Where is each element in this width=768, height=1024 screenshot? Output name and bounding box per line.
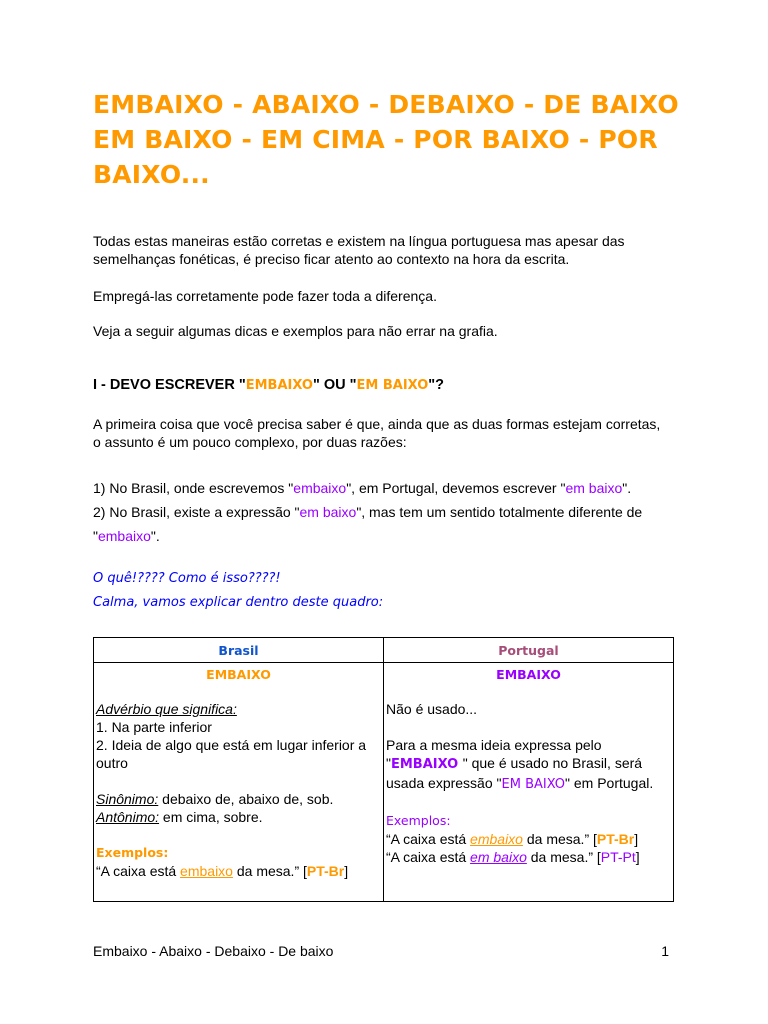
heading-middle: " OU " [312,377,357,393]
brasil-example-1-term: embaixo [180,863,233,879]
brasil-antonym [96,808,381,826]
handwritten-question: O quê!???? Como é isso????! [93,571,281,586]
synonym-value: debaixo de, abaixo de, sob. [158,791,334,807]
portugal-example-2-c: ] [635,849,640,865]
reason-2-term-em-baixo: em baixo [299,504,357,520]
reason-2 [93,500,683,524]
reasons-list [93,476,683,548]
portugal-explain-c1: usada expressão " [386,775,502,791]
section-heading [93,377,444,393]
brasil-example-1 [96,862,381,880]
heading-term-em-baixo: EM BAIXO [356,378,429,393]
brasil-meaning-2a: 2. Ideia de algo que está em lugar inferior a [96,737,367,753]
explanation-line-2: o assunto é um pouco complexo, por duas razões: [93,434,407,450]
heading-suffix: "? [428,377,445,393]
portugal-example-2-tag: PT-Pt [600,849,636,865]
footer-title: Embaixo - Abaixo - Debaixo - De baixo [93,943,334,959]
portugal-term-em-baixo: EM BAIXO [501,777,566,792]
brasil-synonym [96,790,381,808]
title-line-2: EM BAIXO - EM CIMA - POR BAIXO - POR [93,125,658,154]
reason-1-text-a: 1) No Brasil, onde escrevemos " [93,480,294,496]
intro-line-1: Todas estas maneiras estão corretas e existem na língua portuguesa mas apesar das [93,233,625,249]
heading-term-embaixo: EMBAIXO [245,378,313,393]
reason-2-text-b: ", mas tem um sentido totalmente diferente de [356,504,643,520]
brasil-example-1-a: “A caixa está [96,863,181,879]
reason-2-text-c: " [93,528,98,544]
cell-portugal [384,663,674,902]
reason-2-term-embaixo: embaixo [97,528,151,544]
reason-1-text-b: ", em Portugal, devemos escrever " [346,480,566,496]
portugal-explain-b1: " [386,755,391,771]
portugal-example-1-c: ] [634,831,639,847]
table-header-row [94,638,674,663]
brasil-cell-title: EMBAIXO [206,667,271,682]
portugal-example-1-tag: PT-Br [596,831,635,847]
page-number: 1 [661,943,669,959]
reason-2-text-a: 2) No Brasil, existe a expressão " [93,504,300,520]
portugal-example-2-b: da mesa.” [ [526,849,601,865]
brasil-example-1-c: ] [344,863,349,879]
intro-line-2: semelhanças fonéticas, é preciso ficar atento ao contexto na hora da escrita. [93,251,570,267]
portugal-explain-b [386,754,671,774]
brasil-adverb-label: Advérbio que significa: [96,701,237,717]
title-line-1: EMBAIXO - ABAIXO - DEBAIXO - DE BAIXO [93,90,679,119]
brasil-meaning-2b: outro [96,755,128,771]
portugal-example-2-a: “A caixa está [386,849,471,865]
brasil-example-1-b: da mesa.” [ [232,863,307,879]
explanation-paragraph [93,415,683,451]
antonym-label: Antônimo: [96,809,160,825]
cell-brasil [94,663,384,902]
brasil-examples-label: Exemplos: [96,845,169,860]
comparison-table [93,637,674,902]
reason-1-term-em-baixo: em baixo [565,480,623,496]
title-line-3: BAIXO... [93,160,210,189]
reason-2-text-d: ". [150,528,160,544]
portugal-not-used: Não é usado... [386,701,478,717]
portugal-example-1-term: embaixo [470,831,523,847]
explanation-line-1: A primeira coisa que você precisa saber é que, ainda que as duas formas estejam corretas, [93,416,661,432]
reason-1-term-embaixo: embaixo [293,480,347,496]
intro-paragraph-2: Empregá-las corretamente pode fazer toda a diferença. [93,288,437,304]
portugal-example-1-b: da mesa.” [ [522,831,597,847]
reason-1 [93,476,683,500]
brasil-meaning-1: 1. Na parte inferior [96,719,212,735]
portugal-examples-label: Exemplos: [386,813,451,828]
column-header-brasil: Brasil [94,638,384,663]
portugal-explain-c [386,774,671,794]
portugal-example-1-a: “A caixa está [386,831,471,847]
portugal-example-2-term: em baixo [470,849,527,865]
brasil-example-1-tag: PT-Br [306,863,345,879]
portugal-example-2 [386,848,671,866]
document-title [93,87,693,192]
intro-paragraph-3: Veja a seguir algumas dicas e exemplos para não errar na grafia. [93,323,498,339]
portugal-explain-c2: " em Portugal. [565,775,654,791]
table-row [94,663,674,902]
portugal-example-1 [386,830,671,848]
reason-2-continuation [93,524,683,548]
handwritten-intro-table: Calma, vamos explicar dentro deste quadro: [93,595,384,610]
portugal-explain-b2: " que é usado no Brasil, será [462,755,643,771]
portugal-cell-title: EMBAIXO [496,667,561,682]
portugal-term-embaixo: EMBAIXO [390,757,463,772]
column-header-portugal: Portugal [384,638,674,663]
antonym-value: em cima, sobre. [159,809,263,825]
reason-1-text-c: ". [622,480,632,496]
heading-prefix: I - DEVO ESCREVER " [93,377,246,393]
intro-paragraph [93,232,683,268]
portugal-explain-a: Para a mesma ideia expressa pelo [386,737,602,753]
synonym-label: Sinônimo: [96,791,159,807]
